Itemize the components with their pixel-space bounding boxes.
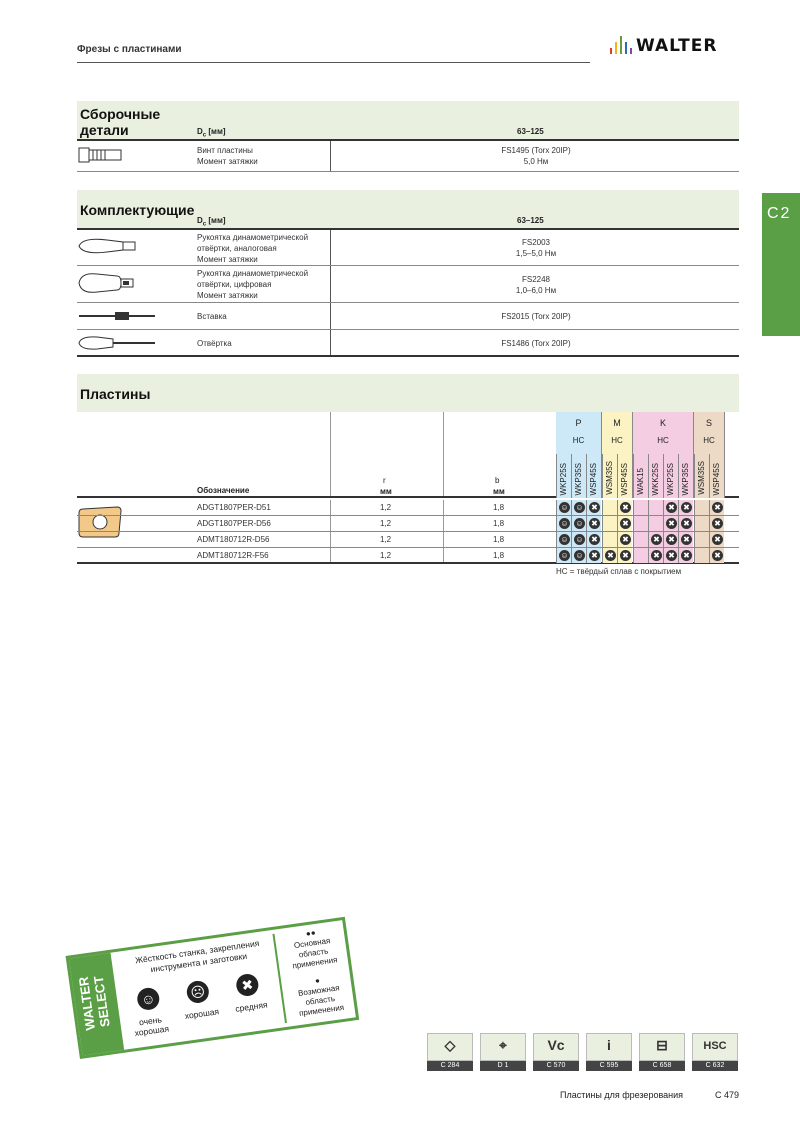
- grade-cell: [633, 516, 648, 531]
- grade-cell: [663, 548, 678, 563]
- grade-cell: [633, 532, 648, 547]
- section-title: Сборочные детали: [80, 106, 161, 138]
- screwdriver-icon: [77, 334, 159, 357]
- smiley-average-icon: ✖: [666, 518, 677, 529]
- smiley-average-icon: ✖: [681, 518, 692, 529]
- grade-cell: [586, 532, 601, 547]
- grade-cell: [586, 516, 601, 531]
- group-s: S HC WSM35S WSP45S: [694, 412, 725, 498]
- smiley-very-good-icon: ☺: [575, 535, 584, 544]
- screw-icon: [77, 144, 127, 171]
- insert-r: 1,2: [380, 519, 392, 528]
- col-designation: Обозначение: [197, 486, 250, 495]
- grade-cell: [709, 500, 724, 515]
- table-row: Отвёртка FS1486 (Torx 20IP): [77, 330, 739, 357]
- smiley-average-icon: ✖: [235, 973, 260, 998]
- section-title: Комплектующие: [80, 202, 195, 218]
- smiley-average-icon: ✖: [712, 534, 723, 545]
- grade-cell: [602, 516, 617, 531]
- grade-cell: [694, 532, 709, 547]
- group-k: K HC WAK15 WKK25S WKP25S WKP35S: [633, 412, 694, 498]
- torque-handle-digital-icon: [77, 270, 139, 301]
- cutting-speed-icon[interactable]: Vc C 570: [533, 1033, 579, 1071]
- grade-cell: [571, 516, 586, 531]
- grade-cell: [678, 500, 693, 515]
- smiley-average-icon: ✖: [712, 502, 723, 513]
- grade-cell: [678, 548, 693, 563]
- hsc-icon[interactable]: HSC C 632: [692, 1033, 738, 1071]
- grade-cell: [648, 532, 663, 547]
- assembly-section: [77, 101, 739, 172]
- table-row: Винт пластины Момент затяжки FS1495 (Torx 20IP) 5,0 Нм: [77, 141, 739, 172]
- grade-cell: [694, 516, 709, 531]
- grade-cell: [694, 500, 709, 515]
- torque-handle-analog-icon: [77, 235, 139, 262]
- spare-parts-icon[interactable]: ⊟ C 658: [639, 1033, 685, 1071]
- group-m: M HC WSM35S WSP45S: [602, 412, 633, 498]
- grade-cell: [617, 548, 632, 563]
- table-row: [77, 500, 739, 516]
- dc-range: 63–125: [517, 216, 544, 225]
- grade-cell: [617, 532, 632, 547]
- grade-cell: [571, 548, 586, 563]
- grade-cell: [709, 532, 724, 547]
- dc-label: $D_c$ [мм]: [197, 216, 226, 228]
- insert-ref-icon[interactable]: ◇ C 284: [427, 1033, 473, 1071]
- table-row: Рукоятка динамометрической отвёртки, цифровая Момент затяжки FS2248 1,0–6,0 Нм: [77, 266, 739, 303]
- grade-cell: [678, 516, 693, 531]
- accessories-section: [77, 190, 739, 357]
- grade-cell: [709, 548, 724, 563]
- insert-r: 1,2: [380, 535, 392, 544]
- smiley-average-icon: ✖: [681, 534, 692, 545]
- accessories-header-band: [77, 190, 739, 228]
- smiley-very-good-icon: ☺: [136, 986, 161, 1011]
- smiley-average-icon: ✖: [712, 518, 723, 529]
- smiley-average-icon: ✖: [620, 550, 631, 561]
- smiley-average-icon: ✖: [712, 550, 723, 561]
- grade-cell: [586, 548, 601, 563]
- grade-cell: [663, 516, 678, 531]
- grade-cell: [617, 516, 632, 531]
- header-rule: [77, 62, 590, 63]
- grade-cell: [709, 516, 724, 531]
- chapter-tab[interactable]: C2: [762, 193, 800, 336]
- smiley-average-icon: ✖: [681, 550, 692, 561]
- smiley-average-icon: ✖: [666, 502, 677, 513]
- insert-designation: ADMT180712R-D56: [197, 535, 270, 544]
- grade-cell: [617, 500, 632, 515]
- smiley-average-icon: ✖: [589, 550, 600, 561]
- grade-cell: [633, 548, 648, 563]
- insert-b: 1,8: [493, 535, 505, 544]
- grade-cell: [663, 532, 678, 547]
- grade-cell: [571, 532, 586, 547]
- smiley-average-icon: ✖: [589, 534, 600, 545]
- smiley-very-good-icon: ☺: [560, 503, 569, 512]
- hc-note: HC = твёрдый сплав с покрытием: [556, 567, 682, 576]
- smiley-average-icon: ✖: [666, 534, 677, 545]
- smiley-good-icon: ☹: [185, 980, 210, 1005]
- grade-cell: [556, 516, 571, 531]
- smiley-average-icon: ✖: [666, 550, 677, 561]
- info-icon[interactable]: i C 595: [586, 1033, 632, 1071]
- page-header-title: Фрезы с пластинами: [77, 44, 182, 55]
- table-row: [77, 516, 739, 532]
- assembly-header-band: [77, 101, 739, 139]
- walter-select-card: WALTER SELECT Жёсткость станка, закрепления инструмента и заготовки ☺ ☹ ✖ очень хорошая хорошая средняя ●● Основная область применения ● Возможная область применения: [66, 917, 360, 1059]
- insert-r: 1,2: [380, 551, 392, 560]
- grade-cell: [602, 532, 617, 547]
- table-row: Вставка FS2015 (Torx 20IP): [77, 303, 739, 330]
- grade-cell: [556, 548, 571, 563]
- smiley-average-icon: ✖: [651, 550, 662, 561]
- smiley-very-good-icon: ☺: [560, 551, 569, 560]
- grade-cell: [571, 500, 586, 515]
- smiley-average-icon: ✖: [589, 518, 600, 529]
- holder-ref-icon[interactable]: ⌖ D 1: [480, 1033, 526, 1071]
- insert-designation: ADGT1807PER-D56: [197, 519, 271, 528]
- grade-cell: [602, 500, 617, 515]
- section-title: Пластины: [80, 386, 151, 402]
- table-row: [77, 548, 739, 564]
- grade-cell: [694, 548, 709, 563]
- smiley-very-good-icon: ☺: [575, 519, 584, 528]
- bit-insert-icon: [77, 309, 159, 328]
- insert-r: 1,2: [380, 503, 392, 512]
- inserts-table-header: Обозначение r мм b мм P HC WKP25S WKP35S WSP45S M HC WSM35S WSP45S K HC WAK15 WKK25S WKP25S WKP35S S HC WSM35S WSP45S: [77, 412, 739, 498]
- table-row: Рукоятка динамометрической отвёртки, аналоговая Момент затяжки FS2003 1,5–5,0 Нм: [77, 230, 739, 266]
- page-number: C 479: [715, 1090, 740, 1100]
- smiley-average-icon: ✖: [620, 502, 631, 513]
- grade-cell: [678, 532, 693, 547]
- smiley-average-icon: ✖: [681, 502, 692, 513]
- insert-b: 1,8: [493, 519, 505, 528]
- smiley-average-icon: ✖: [605, 550, 616, 561]
- smiley-average-icon: ✖: [620, 518, 631, 529]
- smiley-very-good-icon: ☺: [575, 551, 584, 560]
- insert-designation: ADMT180712R-F56: [197, 551, 269, 560]
- grade-cell: [602, 548, 617, 563]
- walter-logo: WALTER: [606, 34, 746, 58]
- grade-cell: [648, 548, 663, 563]
- inserts-rows: [77, 500, 739, 564]
- insert-b: 1,8: [493, 503, 505, 512]
- smiley-average-icon: ✖: [651, 534, 662, 545]
- inserts-header-band: [77, 374, 739, 412]
- grade-cell: [586, 500, 601, 515]
- grade-cell: [648, 500, 663, 515]
- smiley-very-good-icon: ☺: [560, 535, 569, 544]
- grade-cell: [556, 500, 571, 515]
- grade-cell: [633, 500, 648, 515]
- footer-text: Пластины для фрезерования: [560, 1090, 684, 1100]
- smiley-very-good-icon: ☺: [575, 503, 584, 512]
- grade-cell: [556, 532, 571, 547]
- grade-cell: [663, 500, 678, 515]
- grade-cell: [648, 516, 663, 531]
- inserts-section: [77, 374, 739, 576]
- dc-range: 63–125: [517, 127, 544, 136]
- table-row: [77, 532, 739, 548]
- insert-designation: ADGT1807PER-D51: [197, 503, 271, 512]
- smiley-average-icon: ✖: [589, 502, 600, 513]
- group-p: P HC WKP25S WKP35S WSP45S: [556, 412, 602, 498]
- dc-label: $D_c$ [мм]: [197, 127, 226, 139]
- smiley-average-icon: ✖: [620, 534, 631, 545]
- smiley-very-good-icon: ☺: [560, 519, 569, 528]
- insert-b: 1,8: [493, 551, 505, 560]
